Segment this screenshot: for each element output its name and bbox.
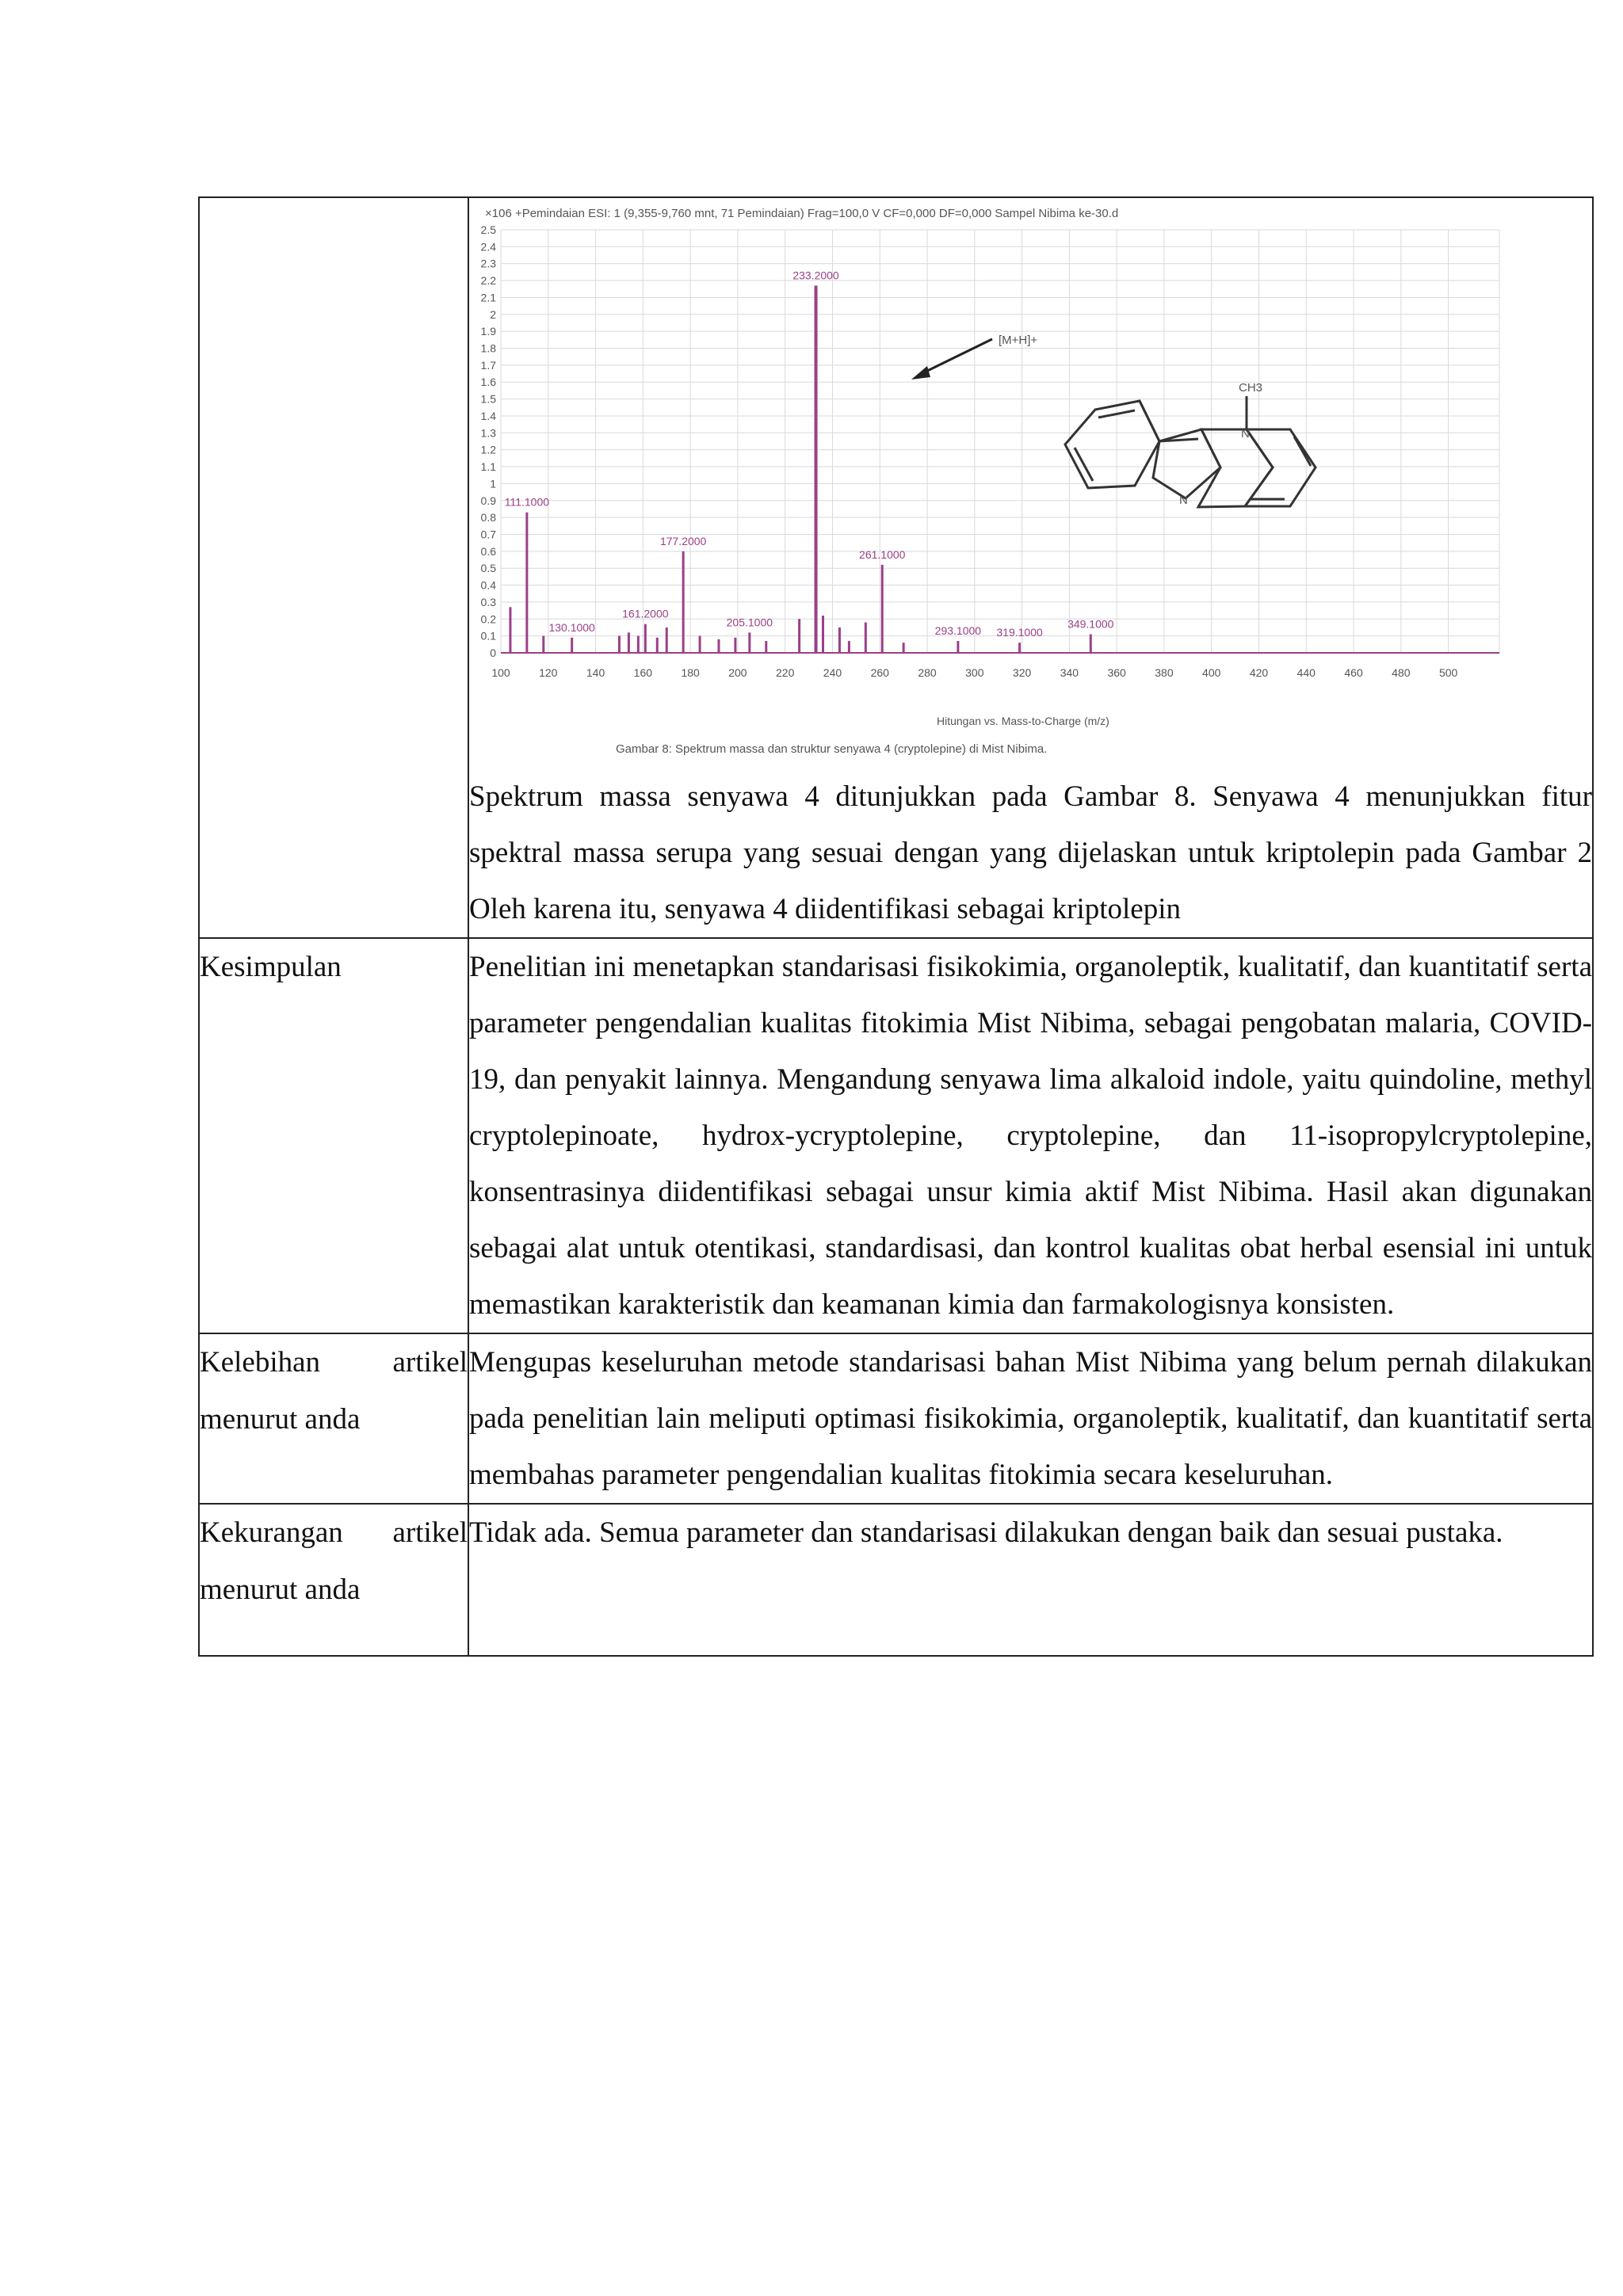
ring-bond	[1140, 401, 1198, 441]
ch3-label: CH3	[1239, 381, 1263, 395]
peak-label: 233.2000	[792, 269, 839, 282]
x-tick-label: 140	[586, 666, 605, 679]
pyridine-ring	[1198, 429, 1273, 507]
y-tick-label: 1.4	[480, 409, 496, 422]
y-tick-label: 0.7	[480, 528, 496, 541]
y-tick-label: 0	[490, 646, 496, 659]
review-table	[198, 196, 1594, 1657]
peak-label: 161.2000	[622, 607, 669, 620]
y-tick-label: 0.3	[480, 595, 496, 608]
x-tick-label: 220	[776, 666, 795, 679]
annotation-label: [M+H]+	[999, 334, 1038, 347]
y-tick-label: 1.5	[480, 392, 496, 406]
x-tick-label: 480	[1392, 666, 1411, 679]
y-tick-label: 2.5	[480, 223, 496, 236]
y-tick-label: 2.1	[480, 291, 496, 304]
figure-8	[469, 198, 1531, 769]
row-label-kelebihan: Kelebihan artikel menurut anda	[199, 1333, 468, 1504]
x-tick-label: 280	[918, 666, 937, 679]
row-label-empty	[199, 197, 468, 938]
peak-label: 319.1000	[996, 626, 1043, 639]
paragraph-row-3: Mengupas keseluruhan metode standarisasi bahan Mist Nibima yang belum pernah dilakukan pada penelitian lain meliputi optimasi fisikokimia, organoleptik, kualitatif, dan kuantitatif serta membahas parameter pengendalian kualitas fitokimia secara keseluruhan.	[468, 1333, 1593, 1504]
table-row	[199, 1333, 1593, 1504]
x-tick-label: 200	[728, 666, 747, 679]
y-tick-label: 0.5	[480, 562, 496, 575]
y-tick-label: 2.2	[480, 274, 496, 288]
mass-spectrum-chart	[469, 198, 1531, 769]
x-tick-label: 240	[823, 666, 842, 679]
peak-label: 177.2000	[659, 534, 707, 547]
y-tick-label: 1.7	[480, 358, 496, 372]
peak-label: 111.1000	[504, 495, 550, 509]
y-tick-label: 0.1	[480, 629, 496, 643]
x-tick-label: 420	[1249, 666, 1269, 679]
x-tick-label: 160	[633, 666, 653, 679]
cryptolepine-structure	[1065, 396, 1316, 507]
x-tick-label: 400	[1202, 666, 1221, 679]
x-tick-label: 460	[1344, 666, 1363, 679]
y-tick-label: 1.3	[480, 426, 496, 440]
y-tick-label: 1.6	[480, 376, 496, 389]
benzene-ring-right	[1245, 429, 1316, 506]
peak-label: 261.1000	[859, 547, 906, 561]
figure-caption: Gambar 8: Spektrum massa dan struktur senyawa 4 (cryptolepine) di Mist Nibima.	[616, 742, 1048, 756]
table-row	[199, 1504, 1593, 1656]
paragraph-row-1: Spektrum massa senyawa 4 ditunjukkan pada Gambar 8. Senyawa 4 menunjukkan fitur spektral massa serupa yang sesuai dengan yang dijelaskan untuk kriptolepin pada Gambar 2 Oleh karena itu, senyawa 4 diidentifikasi sebagai kriptolepin	[469, 780, 1592, 925]
y-tick-label: 1.2	[480, 443, 496, 456]
y-tick-label: 0.4	[480, 578, 496, 592]
x-tick-label: 320	[1012, 666, 1032, 679]
x-tick-label: 260	[870, 666, 889, 679]
x-tick-label: 380	[1155, 666, 1174, 679]
y-tick-label: 1.9	[480, 325, 496, 338]
plot-frame	[501, 230, 1499, 653]
n-label-top: N	[1241, 427, 1250, 441]
y-tick-label: 2	[490, 307, 496, 321]
y-tick-label: 1.1	[480, 460, 496, 474]
figure-cell	[468, 197, 1593, 938]
spectrum-header: ×106 +Pemindaian ESI: 1 (9,355-9,760 mnt, 71 Pemindaian) Frag=100,0 V CF=0,000 DF=0,000 Sampel Nibima ke-30.d	[485, 207, 1119, 220]
x-tick-label: 100	[491, 666, 510, 679]
row-label-kesimpulan: Kesimpulan	[199, 938, 468, 1333]
y-tick-label: 1	[490, 477, 496, 490]
paragraph-row-4: Tidak ada. Semua parameter dan standarisasi dilakukan dengan baik dan sesuai pustaka.	[468, 1504, 1593, 1656]
x-tick-label: 300	[965, 666, 984, 679]
x-tick-label: 180	[681, 666, 700, 679]
peak-label: 349.1000	[1067, 617, 1114, 631]
y-tick-label: 0.8	[480, 511, 496, 524]
table-row	[199, 197, 1593, 938]
y-tick-label: 2.3	[480, 257, 496, 270]
row-label-kekurangan: Kekurangan artikel menurut anda	[199, 1504, 468, 1656]
y-tick-label: 0.6	[480, 544, 496, 558]
x-tick-label: 120	[539, 666, 558, 679]
y-tick-label: 0.2	[480, 612, 496, 626]
peak-label: 293.1000	[934, 624, 982, 638]
x-tick-label: 500	[1438, 666, 1458, 679]
paragraph-row-2: Penelitian ini menetapkan standarisasi fisikokimia, organoleptik, kualitatif, dan kuantitatif serta parameter pengendalian kualitas fitokimia Mist Nibima, sebagai pengobatan malaria, COVID-19, dan penyakit lainnya. Mengandung senyawa lima alkaloid indole, yaitu quindoline, methyl cryptolepinoate, hydrox-ycryptolepine, cryptolepine, dan 11-isopropylcryptolepine, konsentrasinya diidentifikasi sebagai unsur kimia aktif Mist Nibima. Hasil akan digunakan sebagai alat untuk otentikasi, standardisasi, dan kontrol kualitas obat herbal esensial ini untuk memastikan karakteristik dan keamanan kimia dan farmakologisnya konsisten.	[468, 938, 1593, 1333]
annotation-arrow	[918, 339, 992, 376]
y-tick-label: 2.4	[480, 240, 496, 254]
x-tick-label: 340	[1060, 666, 1079, 679]
y-tick-label: 0.9	[480, 494, 496, 507]
x-tick-label: 440	[1296, 666, 1316, 679]
x-tick-label: 360	[1107, 666, 1126, 679]
table-row	[199, 938, 1593, 1333]
peak-label: 205.1000	[726, 616, 773, 629]
peak-label: 130.1000	[548, 620, 595, 634]
y-tick-label: 1.8	[480, 341, 496, 355]
x-axis-title: Hitungan vs. Mass-to-Charge (m/z)	[937, 715, 1109, 727]
n-label-bottom: N	[1179, 494, 1188, 507]
